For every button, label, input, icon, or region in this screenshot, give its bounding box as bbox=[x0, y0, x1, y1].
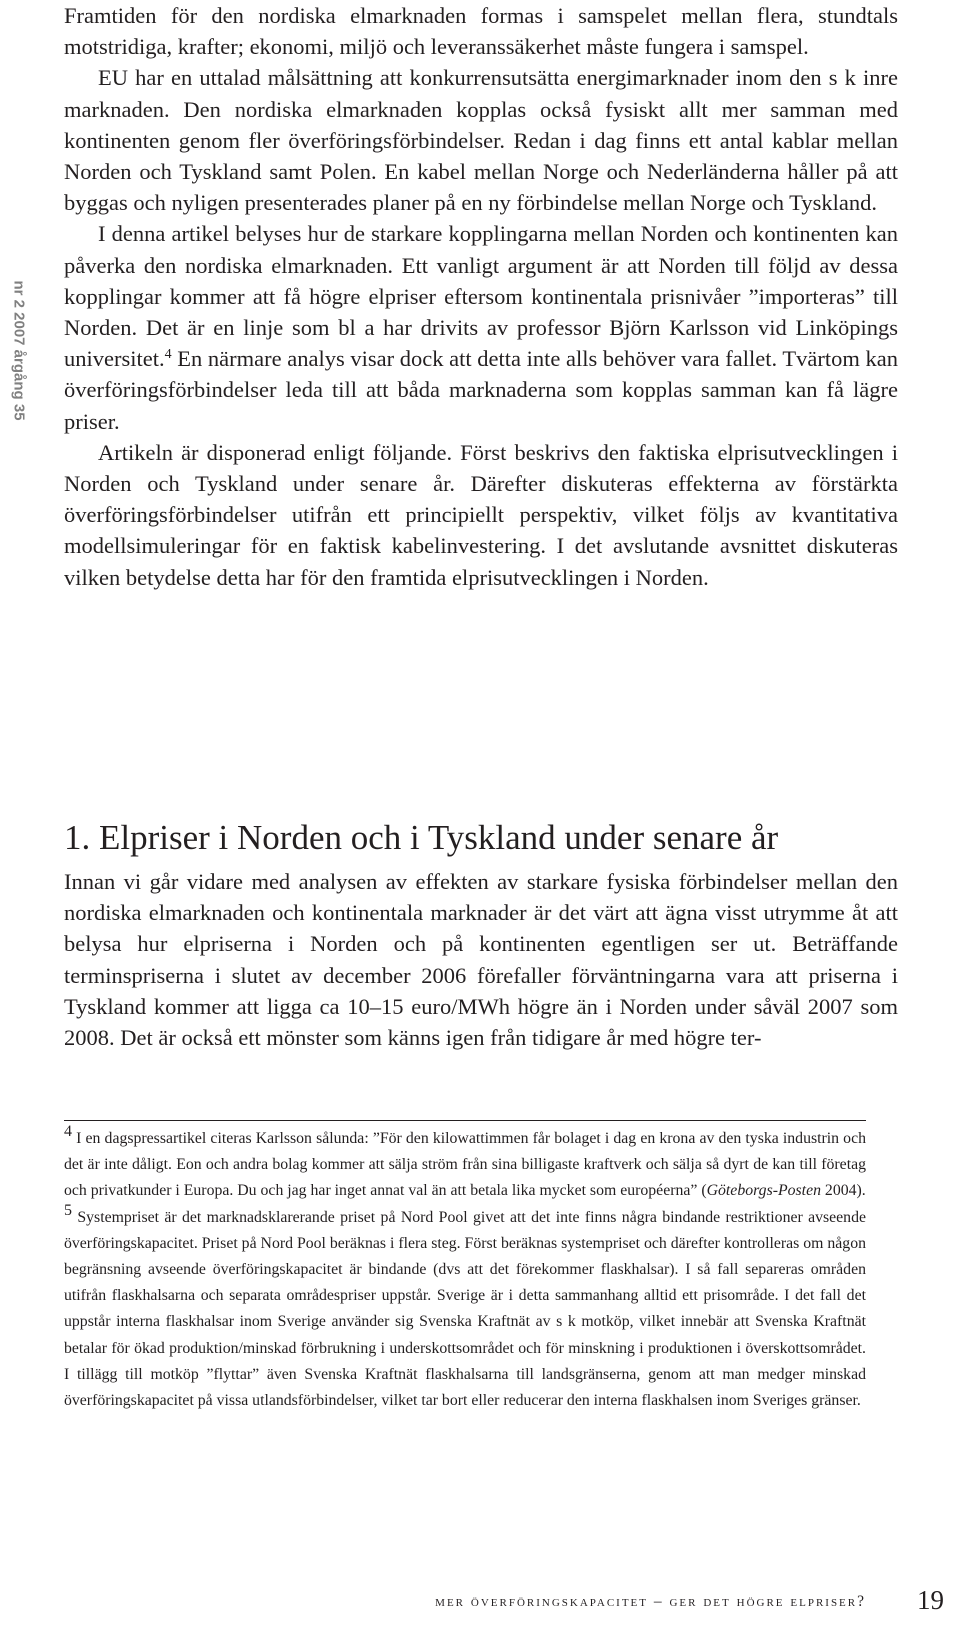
section-paragraph: Innan vi går vidare med analysen av effekten av starkare fysiska förbindelser mellan den nordiska elmarknaden och kontinentala marknader är det värt att ägna visst utrymme åt att belysa hur elpriserna i Norden och på kontinenten egentligen ser ut. Beträffande terminspriserna i slutet av december 2006 förefaller förväntningarna vara att priserna i Tyskland kommer att ligga ca 10–15 euro/MWh högre än i Norden under såväl 2007 som 2008. Det är också ett mönster som känns igen från tidigare år med högre ter- bbox=[64, 869, 898, 1051]
intro-paragraph-3 bbox=[64, 218, 898, 436]
intro-paragraph-2: EU har en uttalad målsättning att konkurrensutsätta energimarknader inom den s k inre marknaden. Den nordiska elmarknaden kopplas också fysiskt allt mer samman med kontinenten genom fler överföringsförbindelser. Redan i dag finns ett antal kablar mellan Norden och Tyskland samt Polen. En kabel mellan Norge och Nederländerna håller på att byggas och nyligen presenterades planer på en ny förbindelse mellan Norge och Tyskland. bbox=[64, 65, 898, 216]
footnote-reference-4[interactable]: 4 bbox=[164, 347, 172, 363]
issue-side-label bbox=[6, 230, 32, 470]
intro-paragraph-1: Framtiden för den nordiska elmarknaden formas i samspelet mellan flera, stundtals motstridiga, krafter; ekonomi, miljö och leveranssäkerhet måste fungera i samspel. bbox=[64, 3, 898, 60]
footnotes bbox=[64, 1123, 866, 1414]
footnote-source: Göteborgs-Posten bbox=[706, 1182, 821, 1200]
intro-text bbox=[64, 0, 898, 593]
section-heading: 1. Elpriser i Norden och i Tyskland under senare år bbox=[64, 818, 779, 857]
section-body bbox=[64, 866, 898, 1053]
paragraph-3-tail: En närmare analys visar dock att detta inte alls behöver vara fallet. Tvärtom kan överföringsförbindelser leda till att båda marknaderna som kopplas samman kan få lägre priser. bbox=[64, 346, 898, 434]
footnote-number: 5 bbox=[64, 1201, 72, 1219]
issue-label-text: nr 2 2007 årgång 35 bbox=[10, 279, 28, 421]
footnote-4 bbox=[64, 1123, 866, 1205]
footnote-divider bbox=[64, 1120, 866, 1121]
paragraph-3-text: I denna artikel belyses hur de starkare kopplingarna mellan Norden och kontinenten kan påverka den nordiska elmarknaden. Ett vanligt argument är att Norden till följd av dessa kopplingar kommer att få högre elpriser eftersom kontinentala prisnivåer ”importeras” till Norden. Det är en linje som bl a har drivits av professor Björn Karlsson vid Linköpings universitet. bbox=[64, 221, 898, 372]
running-footer-title: mer överföringskapacitet – ger det högre elpriser? bbox=[435, 1593, 866, 1610]
footnote-text-end: 2004). bbox=[820, 1182, 866, 1200]
footnote-text: Systempriset är det marknadsklarerande priset på Nord Pool givet att det inte finns några bindande restriktioner avseende överföringskapacitet. Priset på Nord Pool beräknas i flera steg. Först beräknas systempriset och därefter kontrolleras om någon begränsning avseende överföringskapacitet är bindande (dvs att det förekommer flaskhalsar). I så fall separeras områden utifrån flaskhalsarna och separata områdespriser uppstår. Sverige är i detta sammanhang alltid ett prisområde. I det fall det uppstår interna flaskhalsar inom Sverige använder sig Svenska Kraftnät av s k motköp, vilket innebär att Svenska Kraftnät betalar för ökad produktion/minskad förbrukning i underskottsområdet och för minskning i produktionen i överskottsområdet. I tillägg till motköp ”flyttar” även Svenska Kraftnät flaskhalsarna till landsgränserna, genom att man medger minskad överföringskapacitet på vissa utlandsförbindelser, vilket tar bort eller reducerar den interna flaskhalsen inom Sveriges gränser. bbox=[64, 1208, 866, 1410]
footnote-number: 4 bbox=[64, 1123, 72, 1140]
footnote-text: I en dagspressartikel citeras Karlsson sålunda: ”För den kilowattimmen får bolaget i dag en krona av den tyska industrin och det är inte dåligt. Eon och andra bolag kommer att sälja ström från sina billigaste kraftverk och sälja så dyrt de kan till företag och privatkunder i Europa. Du och jag har inget annat val än att betala lika mycket som européerna” ( bbox=[64, 1130, 866, 1200]
intro-paragraph-4: Artikeln är disponerad enligt följande. Först beskrivs den faktiska elprisutvecklingen i Norden och Tyskland under senare år. Därefter diskuteras effekterna av förstärkta överföringsförbindelser utifrån ett principiellt perspektiv, vilket följs av kvantitativa modellsimuleringar för en faktisk kabelinvestering. I det avslutande avsnittet diskuteras vilken betydelse detta har för den framtida elprisutvecklingen i Norden. bbox=[64, 439, 898, 590]
footnote-5 bbox=[64, 1201, 866, 1415]
page-number: 19 bbox=[917, 1585, 944, 1615]
